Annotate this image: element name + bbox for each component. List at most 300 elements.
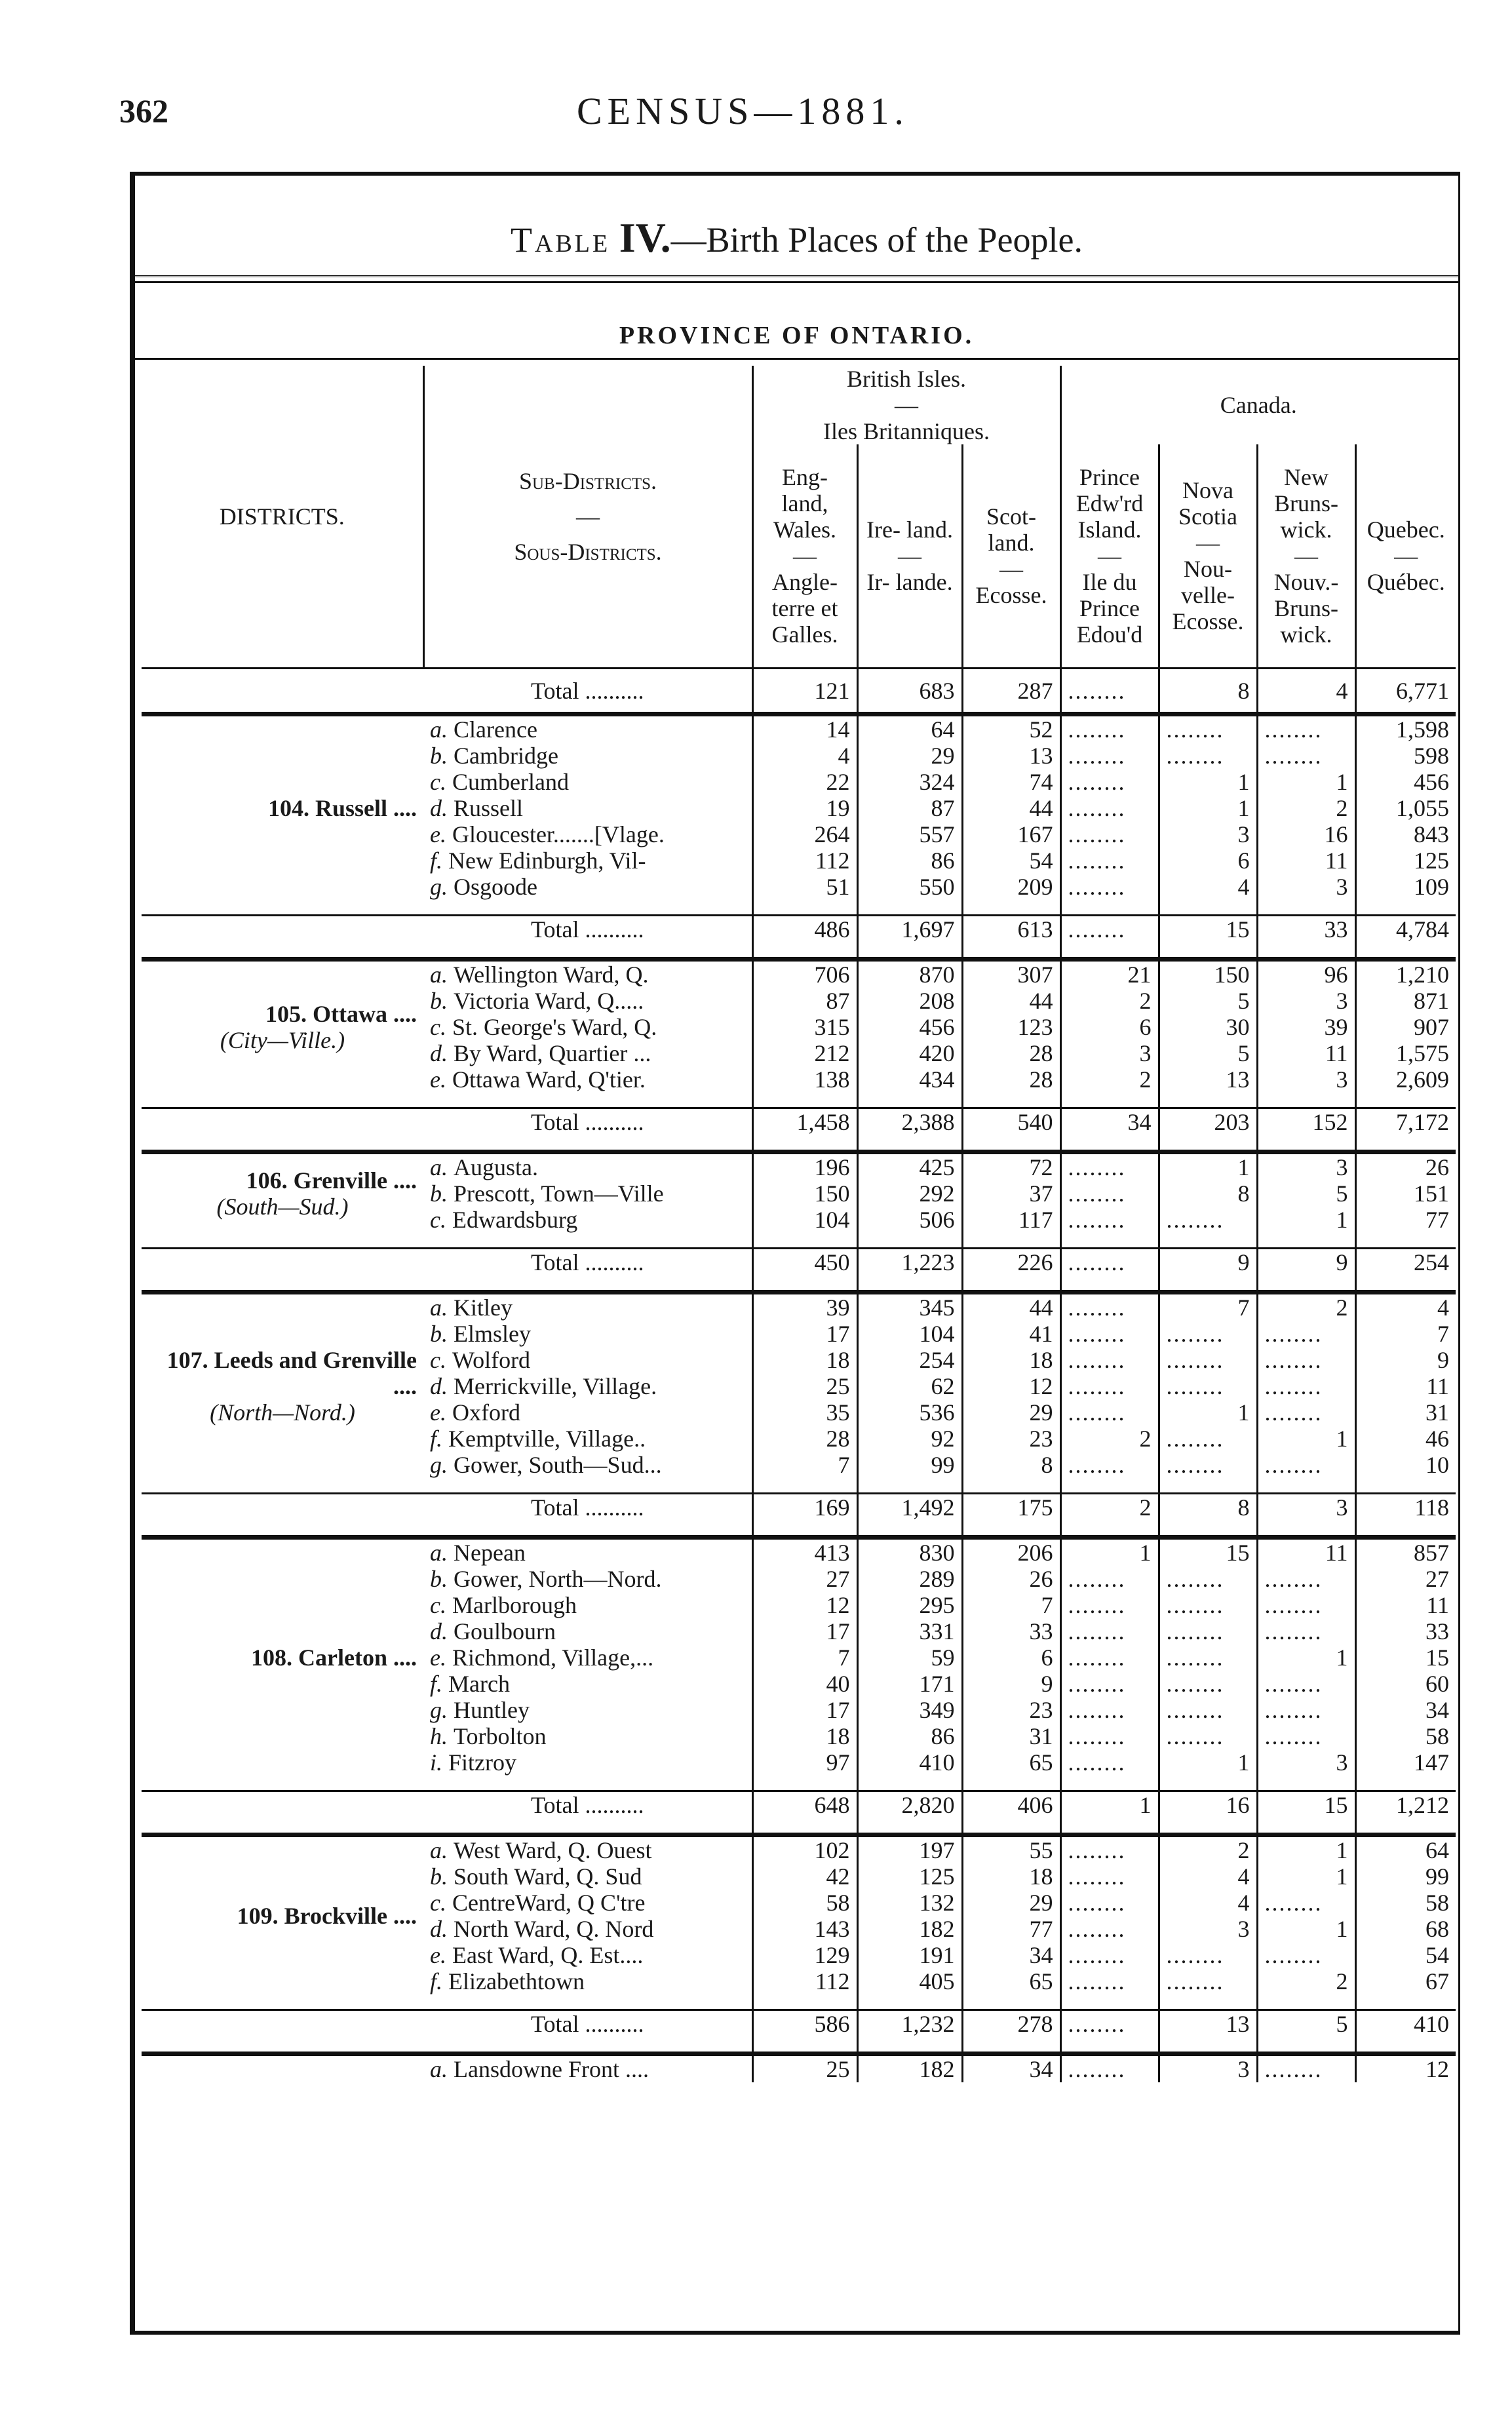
subdistricts-header-line: Sub-Districts. bbox=[518, 468, 657, 494]
table-body bbox=[142, 669, 1456, 2083]
spacer-cell bbox=[752, 1275, 857, 1293]
value-cell: ........ bbox=[1060, 1180, 1159, 1207]
subdistrict-letter: f. bbox=[430, 1426, 449, 1452]
subdistrict-letter: a. bbox=[430, 2056, 454, 2082]
spacer-cell bbox=[857, 2037, 962, 2054]
value-cell: 27 bbox=[752, 1566, 857, 1592]
value-cell: ........ bbox=[1060, 1152, 1159, 1181]
spacer-cell bbox=[1159, 1521, 1257, 1538]
value-cell: ........ bbox=[1060, 2054, 1159, 2083]
value-cell: 7 bbox=[1437, 1321, 1450, 1347]
subdistrict-letter: d. bbox=[430, 1618, 454, 1644]
value-cell: 171 bbox=[857, 1671, 962, 1697]
subdistrict-label: Cumberland bbox=[452, 769, 569, 795]
value-cell: 1 bbox=[1257, 1644, 1355, 1671]
value-cell: ........ bbox=[1257, 1671, 1355, 1697]
subdistrict-name bbox=[423, 1618, 752, 1644]
total-row bbox=[142, 1494, 1456, 1521]
column-header-dash: — bbox=[1394, 543, 1418, 569]
value-cell: 506 bbox=[857, 1207, 962, 1233]
spacer-cell bbox=[962, 1521, 1060, 1538]
subdistrict-name bbox=[423, 1293, 752, 1321]
value-cell: 5 bbox=[1257, 2010, 1355, 2038]
district-name bbox=[142, 960, 423, 1093]
districts-header: DISTRICTS. bbox=[142, 366, 423, 669]
column-header-dash: — bbox=[793, 543, 817, 569]
column-header-fr: Québec. bbox=[1367, 569, 1445, 595]
spacer-row bbox=[142, 1521, 1456, 1538]
subdistrict-name bbox=[423, 1321, 752, 1347]
value-cell: 7 bbox=[962, 1592, 1060, 1618]
value-cell: 3 bbox=[1159, 821, 1257, 847]
value-cell: 31 bbox=[1425, 1399, 1450, 1426]
value-cell: ........ bbox=[1060, 1566, 1159, 1592]
value-cell: 2 bbox=[1060, 1066, 1159, 1093]
value-cell: 51 bbox=[752, 874, 857, 900]
spacer-cell bbox=[142, 1093, 423, 1108]
spacer-cell bbox=[752, 1478, 857, 1494]
subdistrict-name bbox=[423, 1890, 752, 1916]
spacer-cell bbox=[423, 1093, 752, 1108]
spacer-cell bbox=[1355, 1478, 1456, 1494]
subdistrict-letter: f. bbox=[430, 1671, 449, 1697]
value-cell: 1,232 bbox=[857, 2010, 962, 2038]
value-cell: 209 bbox=[962, 874, 1060, 900]
province-heading: PROVINCE OF ONTARIO. bbox=[619, 322, 975, 349]
value-cell: 4,784 bbox=[1355, 916, 1456, 943]
spacer-row bbox=[142, 1818, 1456, 1835]
subdistrict-letter: c. bbox=[430, 1592, 452, 1618]
subdistrict-label: Russell bbox=[454, 795, 524, 821]
value-cell: ........ bbox=[1159, 1592, 1257, 1618]
value-cell: 30 bbox=[1159, 1014, 1257, 1040]
value-cell: 39 bbox=[1257, 1014, 1355, 1040]
value-cell: 420 bbox=[857, 1040, 962, 1066]
subdistrict-letter: b. bbox=[430, 1180, 454, 1207]
total-label: Total .......... bbox=[423, 1494, 752, 1521]
subdistrict-letter: d. bbox=[430, 1916, 454, 1942]
value-cell: 8 bbox=[1159, 669, 1257, 714]
value-cell: 1,598 bbox=[1355, 714, 1456, 743]
spacer-cell bbox=[857, 943, 962, 960]
spacer-cell bbox=[752, 1776, 857, 1791]
subdistrict-name bbox=[423, 1426, 752, 1452]
value-cell: 1,458 bbox=[752, 1108, 857, 1136]
value-cell: ........ bbox=[1060, 1293, 1159, 1321]
value-cell: 683 bbox=[857, 669, 962, 714]
subdistrict-label: Prescott, Town—Ville bbox=[454, 1180, 664, 1207]
value-cell: 125 bbox=[857, 1863, 962, 1890]
value-cell: ........ bbox=[1159, 1671, 1257, 1697]
spacer-cell bbox=[1257, 943, 1355, 960]
subdistrict-name bbox=[423, 821, 752, 847]
value-cell: 11 bbox=[1257, 847, 1355, 874]
value-cell: 11 bbox=[1426, 1592, 1450, 1618]
district-label: 108. Carleton .... bbox=[251, 1644, 417, 1671]
value-cell: 77 bbox=[1425, 1207, 1450, 1233]
spacer-cell bbox=[962, 1275, 1060, 1293]
value-cell: 17 bbox=[752, 1321, 857, 1347]
spacer-cell bbox=[962, 943, 1060, 960]
value-cell: ........ bbox=[1060, 1592, 1159, 1618]
value-cell: 15 bbox=[1425, 1644, 1450, 1671]
spacer-cell bbox=[1159, 1818, 1257, 1835]
total-row bbox=[142, 1791, 1456, 1819]
subdistrict-name bbox=[423, 2054, 752, 2083]
value-cell: ........ bbox=[1060, 1644, 1159, 1671]
value-cell: 109 bbox=[1414, 874, 1450, 900]
column-header-en: Quebec. bbox=[1367, 516, 1445, 543]
value-cell: 129 bbox=[752, 1942, 857, 1968]
value-cell: 2,609 bbox=[1396, 1066, 1450, 1093]
value-cell: ........ bbox=[1060, 1618, 1159, 1644]
subdistrict-letter: b. bbox=[430, 1566, 454, 1592]
subdistrict-letter: a. bbox=[430, 1837, 454, 1863]
spacer-cell bbox=[752, 900, 857, 916]
value-cell: 208 bbox=[857, 988, 962, 1014]
value-cell: 1 bbox=[1257, 1835, 1355, 1864]
value-cell: 37 bbox=[962, 1180, 1060, 1207]
subdistrict-name bbox=[423, 1592, 752, 1618]
subdistrict-letter: a. bbox=[430, 716, 454, 743]
value-cell: 5 bbox=[1159, 1040, 1257, 1066]
subdistrict-label: Torbolton bbox=[454, 1723, 547, 1749]
spacer-cell bbox=[142, 1994, 423, 2010]
value-cell: 2,820 bbox=[857, 1791, 962, 1819]
spacer-cell bbox=[1257, 1521, 1355, 1538]
value-cell: 150 bbox=[752, 1180, 857, 1207]
value-cell: 6,771 bbox=[1355, 669, 1456, 714]
spacer-cell bbox=[752, 1093, 857, 1108]
value-cell: 4 bbox=[1159, 874, 1257, 900]
spacer-cell bbox=[1257, 1994, 1355, 2010]
value-cell: 147 bbox=[1414, 1749, 1450, 1776]
value-cell: 1 bbox=[1257, 1207, 1355, 1233]
spacer-cell bbox=[423, 2037, 752, 2054]
value-cell: 12 bbox=[752, 1592, 857, 1618]
subdistrict-label: South Ward, Q. Sud bbox=[454, 1863, 642, 1890]
subdistricts-header-line: — bbox=[576, 503, 600, 530]
value-cell: 34 bbox=[962, 1942, 1060, 1968]
subdistrict-letter: d. bbox=[430, 1373, 454, 1399]
subdistrict-name bbox=[423, 1152, 752, 1181]
spacer-cell bbox=[1159, 1135, 1257, 1152]
value-cell: 1 bbox=[1159, 1749, 1257, 1776]
value-cell: 182 bbox=[857, 1916, 962, 1942]
value-cell: 706 bbox=[752, 960, 857, 988]
value-cell: 550 bbox=[857, 874, 962, 900]
value-cell: 28 bbox=[962, 1066, 1060, 1093]
value-cell: ........ bbox=[1060, 1207, 1159, 1233]
column-header-en: New Bruns- wick. bbox=[1274, 464, 1339, 543]
spacer-cell bbox=[142, 1776, 423, 1791]
value-cell: 1,492 bbox=[857, 1494, 962, 1521]
spacer-row bbox=[142, 1233, 1456, 1249]
column-header-fr: Nou- velle- Ecosse. bbox=[1172, 556, 1244, 634]
value-cell: 7 bbox=[1159, 1293, 1257, 1321]
column-header-en: Eng- land, Wales. bbox=[773, 464, 837, 543]
value-cell: ........ bbox=[1060, 714, 1159, 743]
value-cell: 2,388 bbox=[857, 1108, 962, 1136]
value-cell: 196 bbox=[752, 1152, 857, 1181]
spacer-cell bbox=[857, 1233, 962, 1249]
spacer-cell bbox=[142, 1275, 423, 1293]
value-cell: 295 bbox=[857, 1592, 962, 1618]
value-cell: 2 bbox=[1257, 795, 1355, 821]
spacer-cell bbox=[1159, 2037, 1257, 2054]
value-cell: 44 bbox=[962, 988, 1060, 1014]
spacer-cell bbox=[962, 1233, 1060, 1249]
value-cell: 11 bbox=[1257, 1040, 1355, 1066]
value-cell: 132 bbox=[857, 1890, 962, 1916]
spacer-row bbox=[142, 1478, 1456, 1494]
value-cell: 59 bbox=[857, 1644, 962, 1671]
spacer-cell bbox=[857, 1521, 962, 1538]
column-header-dash: — bbox=[1098, 543, 1122, 569]
value-cell: ........ bbox=[1257, 1697, 1355, 1723]
value-cell: 11 bbox=[1426, 1373, 1450, 1399]
value-cell: ........ bbox=[1060, 1835, 1159, 1864]
value-cell: 4 bbox=[1159, 1863, 1257, 1890]
spacer-cell bbox=[1257, 1478, 1355, 1494]
value-cell: 324 bbox=[857, 769, 962, 795]
spacer-cell bbox=[1257, 900, 1355, 916]
value-cell: ........ bbox=[1060, 1373, 1159, 1399]
value-cell: 557 bbox=[857, 821, 962, 847]
value-cell: 18 bbox=[962, 1863, 1060, 1890]
value-cell: 39 bbox=[752, 1293, 857, 1321]
spacer-cell bbox=[142, 943, 423, 960]
value-cell: 6 bbox=[1159, 847, 1257, 874]
spacer-cell bbox=[142, 900, 423, 916]
value-cell: 87 bbox=[752, 988, 857, 1014]
district-cell bbox=[142, 916, 423, 943]
value-cell: ........ bbox=[1257, 1321, 1355, 1347]
table-row bbox=[142, 714, 1456, 743]
value-cell: ........ bbox=[1060, 1452, 1159, 1478]
value-cell: 1 bbox=[1159, 769, 1257, 795]
spacer-cell bbox=[752, 1818, 857, 1835]
value-cell: ........ bbox=[1060, 669, 1159, 714]
value-cell: ........ bbox=[1159, 714, 1257, 743]
value-cell: 486 bbox=[752, 916, 857, 943]
subdistrict-label: Ottawa Ward, Q'tier. bbox=[452, 1066, 646, 1093]
total-row bbox=[142, 1108, 1456, 1136]
table-row bbox=[142, 1538, 1456, 1566]
spacer-cell bbox=[1355, 2037, 1456, 2054]
table-header bbox=[142, 366, 1456, 669]
subdistrict-label: West Ward, Q. Ouest bbox=[454, 1837, 652, 1863]
value-cell: 613 bbox=[962, 916, 1060, 943]
subdistrict-letter: f. bbox=[430, 847, 449, 874]
total-row bbox=[142, 916, 1456, 943]
value-cell: 35 bbox=[752, 1399, 857, 1426]
value-cell: 58 bbox=[1425, 1890, 1450, 1916]
table-row bbox=[142, 960, 1456, 988]
value-cell: 18 bbox=[752, 1723, 857, 1749]
subdistrict-label: Elmsley bbox=[454, 1321, 531, 1347]
spacer-cell bbox=[423, 1275, 752, 1293]
value-cell: 31 bbox=[962, 1723, 1060, 1749]
spacer-cell bbox=[962, 1818, 1060, 1835]
total-row bbox=[142, 2010, 1456, 2038]
value-cell: 68 bbox=[1425, 1916, 1450, 1942]
spacer-cell bbox=[423, 1776, 752, 1791]
value-cell: 2 bbox=[1060, 1426, 1159, 1452]
total-label: Total .......... bbox=[423, 916, 752, 943]
subdistrict-label: Wolford bbox=[452, 1347, 531, 1373]
subdistrict-name bbox=[423, 1863, 752, 1890]
value-cell: ........ bbox=[1060, 1347, 1159, 1373]
subdistrict-label: Osgoode bbox=[454, 874, 537, 900]
spacer-cell bbox=[1060, 1233, 1159, 1249]
subdistrict-label: Augusta. bbox=[454, 1154, 538, 1180]
subdistrict-label: Fitzroy bbox=[448, 1749, 517, 1776]
value-cell: 14 bbox=[752, 714, 857, 743]
canada-header: Canada. bbox=[1220, 392, 1297, 418]
value-cell: 450 bbox=[752, 1249, 857, 1276]
value-cell: 1,575 bbox=[1396, 1040, 1450, 1066]
value-cell: ........ bbox=[1159, 743, 1257, 769]
subdistrict-letter: a. bbox=[430, 1294, 454, 1321]
value-cell: 292 bbox=[857, 1180, 962, 1207]
british-isles-line: British Isles. bbox=[847, 366, 967, 392]
subdistrict-name bbox=[423, 743, 752, 769]
value-cell: 278 bbox=[962, 2010, 1060, 2038]
value-cell: 151 bbox=[1414, 1180, 1450, 1207]
subdistrict-letter: b. bbox=[430, 988, 454, 1014]
column-header-fr: Ir- lande. bbox=[866, 569, 953, 595]
value-cell: 3 bbox=[1060, 1040, 1159, 1066]
value-cell: ........ bbox=[1257, 1592, 1355, 1618]
value-cell: ........ bbox=[1060, 1399, 1159, 1426]
value-cell: 22 bbox=[752, 769, 857, 795]
subdistrict-label: North Ward, Q. Nord bbox=[454, 1916, 654, 1942]
spacer-cell bbox=[1355, 1093, 1456, 1108]
value-cell: 536 bbox=[857, 1399, 962, 1426]
value-cell: 60 bbox=[1425, 1671, 1450, 1697]
column-header-dash: — bbox=[898, 543, 921, 569]
value-cell: ........ bbox=[1257, 2054, 1355, 2083]
district-cell bbox=[142, 2054, 423, 2083]
value-cell: 33 bbox=[1425, 1618, 1450, 1644]
value-cell: ........ bbox=[1257, 1723, 1355, 1749]
spacer-cell bbox=[423, 1521, 752, 1538]
subdistrict-label: Marlborough bbox=[452, 1592, 577, 1618]
subdistrict-name bbox=[423, 1723, 752, 1749]
subdistrict-letter: c. bbox=[430, 769, 452, 795]
subdistrict-letter: e. bbox=[430, 1399, 452, 1426]
district-cell bbox=[142, 1494, 423, 1521]
subdistrict-letter: c. bbox=[430, 1014, 452, 1040]
value-cell: 4 bbox=[752, 743, 857, 769]
subdistrict-name bbox=[423, 1835, 752, 1864]
value-cell: ........ bbox=[1257, 1566, 1355, 1592]
value-cell: 3 bbox=[1159, 2054, 1257, 2083]
column-header-dash: — bbox=[1196, 530, 1220, 556]
subdistrict-letter: e. bbox=[430, 1066, 452, 1093]
value-cell: ........ bbox=[1060, 1890, 1159, 1916]
value-cell: 16 bbox=[1257, 821, 1355, 847]
value-cell: 64 bbox=[857, 714, 962, 743]
table-row bbox=[142, 2054, 1456, 2083]
subdistrict-letter: c. bbox=[430, 1207, 452, 1233]
column-header-fr: Angle- terre et Galles. bbox=[771, 569, 838, 648]
table-frame bbox=[130, 172, 1460, 2335]
value-cell: 8 bbox=[962, 1452, 1060, 1478]
value-cell: 167 bbox=[962, 821, 1060, 847]
total-row bbox=[142, 1249, 1456, 1276]
value-cell: 26 bbox=[1355, 1152, 1456, 1181]
subdistrict-label: Lansdowne Front .... bbox=[454, 2056, 649, 2082]
spacer-cell bbox=[1159, 1994, 1257, 2010]
district-cell bbox=[142, 1791, 423, 1819]
british-isles-line: Iles Britanniques. bbox=[823, 418, 990, 444]
value-cell: 58 bbox=[1425, 1723, 1450, 1749]
subdistrict-letter: b. bbox=[430, 1863, 454, 1890]
spacer-cell bbox=[1060, 1776, 1159, 1791]
value-cell: ........ bbox=[1159, 1644, 1257, 1671]
total-label: Total .......... bbox=[423, 1249, 752, 1276]
subdistrict-label: Richmond, Village,... bbox=[452, 1644, 654, 1671]
spacer-cell bbox=[962, 1994, 1060, 2010]
value-cell: 345 bbox=[857, 1293, 962, 1321]
value-cell: 830 bbox=[857, 1538, 962, 1566]
column-header-fr: Nouv.- Bruns- wick. bbox=[1273, 569, 1339, 648]
spacer-row bbox=[142, 1994, 1456, 2010]
value-cell: 169 bbox=[752, 1494, 857, 1521]
value-cell: 92 bbox=[857, 1426, 962, 1452]
subdistrict-label: Gloucester.......[Vlage. bbox=[452, 821, 665, 847]
value-cell: 1 bbox=[1159, 1152, 1257, 1181]
value-cell: ........ bbox=[1060, 1749, 1159, 1776]
value-cell: ........ bbox=[1060, 795, 1159, 821]
value-cell: 648 bbox=[752, 1791, 857, 1819]
value-cell: 540 bbox=[962, 1108, 1060, 1136]
value-cell: 2 bbox=[1257, 1293, 1355, 1321]
spacer-cell bbox=[423, 900, 752, 916]
value-cell: 307 bbox=[962, 960, 1060, 988]
value-cell: 1,697 bbox=[857, 916, 962, 943]
value-cell: 97 bbox=[752, 1749, 857, 1776]
subdistrict-label: Oxford bbox=[452, 1399, 520, 1426]
spacer-cell bbox=[142, 1521, 423, 1538]
subdistrict-name bbox=[423, 1538, 752, 1566]
value-cell: 23 bbox=[962, 1697, 1060, 1723]
value-cell: 5 bbox=[1257, 1180, 1355, 1207]
value-cell: 96 bbox=[1257, 960, 1355, 988]
value-cell: 21 bbox=[1060, 960, 1159, 988]
spacer-cell bbox=[1355, 1233, 1456, 1249]
value-cell: 29 bbox=[857, 743, 962, 769]
subdistrict-name bbox=[423, 1566, 752, 1592]
subdistrict-label: Nepean bbox=[454, 1540, 526, 1566]
subdistrict-label: Merrickville, Village. bbox=[454, 1373, 657, 1399]
value-cell: 12 bbox=[1355, 2054, 1456, 2083]
spacer-cell bbox=[857, 1818, 962, 1835]
value-cell: ........ bbox=[1159, 1426, 1257, 1452]
spacer-cell bbox=[1257, 1233, 1355, 1249]
column-header-en: Scot- land. bbox=[986, 503, 1036, 556]
value-cell: 191 bbox=[857, 1942, 962, 1968]
district-name bbox=[142, 1293, 423, 1479]
total-label: Total .......... bbox=[423, 1791, 752, 1819]
value-cell: 1,055 bbox=[1396, 795, 1450, 821]
value-cell: 34 bbox=[962, 2054, 1060, 2083]
value-cell: 13 bbox=[1159, 2010, 1257, 2038]
spacer-cell bbox=[423, 1233, 752, 1249]
spacer-cell bbox=[1159, 1776, 1257, 1791]
